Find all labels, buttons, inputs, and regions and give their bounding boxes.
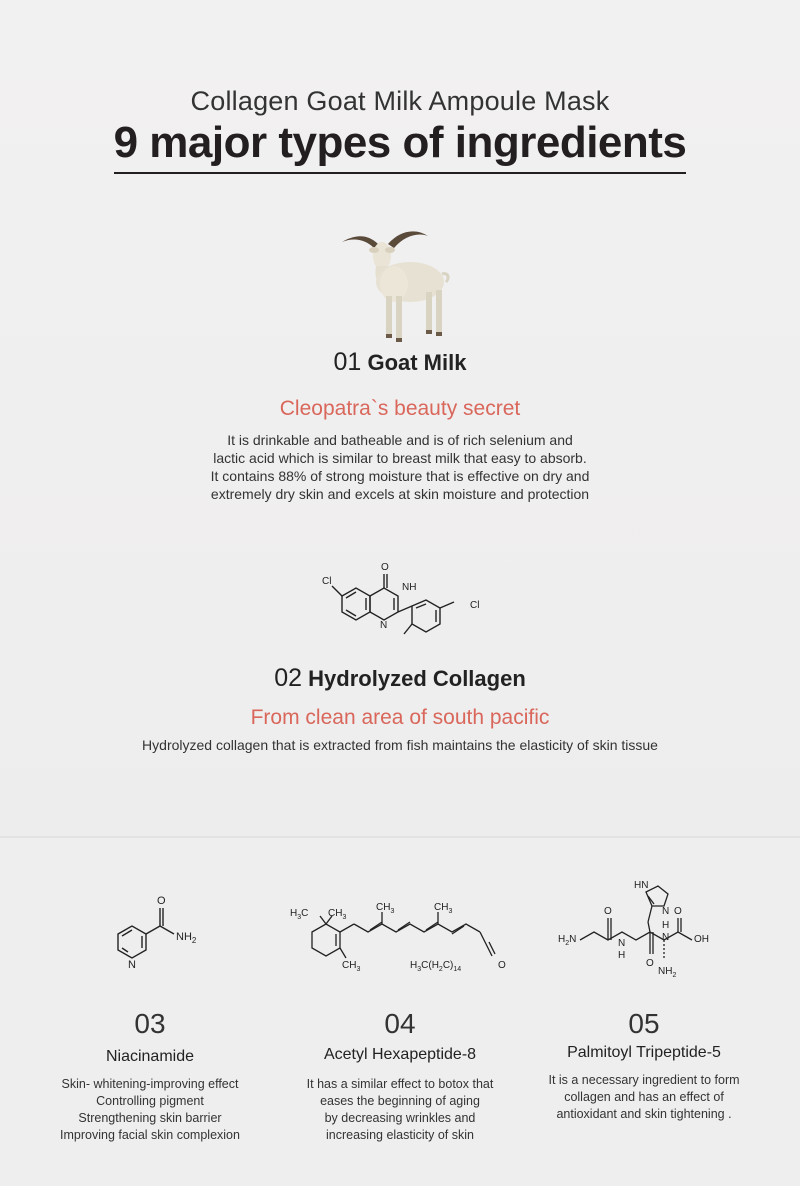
item1-desc-line: extremely dry skin and excels at skin moisture and protection: [210, 486, 590, 502]
item1-tagline: Cleopatra`s beauty secret: [279, 397, 521, 420]
mol1-cl-right-label: Cl: [470, 600, 480, 611]
item2-description: [0, 736, 800, 754]
item3-number: 03: [134, 1008, 166, 1039]
mol4-h3c-label: $H_3C$: [290, 908, 309, 921]
item1-desc-line: lactic acid which is similar to breast milk that easy to absorb.: [213, 450, 587, 466]
mol5-h-label-b: H: [662, 920, 670, 931]
mol5-hn-label: HN: [634, 880, 649, 891]
item2-heading: [0, 664, 800, 693]
item5-number: 05: [628, 1008, 660, 1039]
mol1-n-label: N: [380, 620, 388, 631]
item3-description: [30, 1076, 270, 1144]
item2-name: Hydrolyzed Collagen: [308, 666, 526, 691]
mol5-oxygen-label-c: O: [674, 906, 682, 917]
title-wrap: [0, 118, 800, 174]
goat-icon: [338, 222, 456, 344]
mol5-nh2-label: $NH_2$: [658, 966, 677, 979]
palmitoyl-tripeptide-molecule-icon: [554, 878, 744, 982]
item4-desc-line: increasing elasticity of skin: [326, 1128, 474, 1142]
item2-number: 02: [274, 664, 303, 692]
item4-number: 04: [384, 1008, 416, 1039]
item3-desc-line: Strengthening skin barrier: [78, 1111, 222, 1125]
mol5-h-label-a: H: [618, 950, 626, 961]
mol1-oxygen-label: O: [381, 562, 389, 573]
item2-desc-line: Hydrolyzed collagen that is extracted from fish maintains the elasticity of skin tissue: [142, 737, 658, 753]
mol5-h2n-label: $H_2N$: [558, 934, 577, 947]
mol3-nh2-label: $NH_2$: [176, 931, 197, 945]
item5-description: [526, 1072, 762, 1123]
item5-desc-line: It is a necessary ingredient to form: [548, 1073, 740, 1087]
item5-desc-line: collagen and has an effect of: [564, 1090, 724, 1104]
item3-name: Niacinamide: [105, 1048, 195, 1065]
mol5-oxygen-label-b: O: [646, 958, 654, 969]
item3-desc-line: Controlling pigment: [96, 1094, 204, 1108]
item1-desc-line: It contains 88% of strong moisture that is effective on dry and: [210, 468, 590, 484]
page-title: 9 major types of ingredients: [114, 118, 687, 174]
item2-tagline: From clean area of south pacific: [250, 706, 550, 729]
item1-heading: [0, 348, 800, 377]
mol1-nh-label: NH: [402, 582, 417, 593]
mol4-ch3-label-b: $CH_3$: [376, 902, 395, 915]
mol4-ch3-label-a: $CH_3$: [328, 908, 347, 921]
mol3-oxygen-label: O: [157, 895, 166, 907]
mol5-oxygen-label-a: O: [604, 906, 612, 917]
item1-description: [0, 431, 800, 503]
item4-desc-line: It has a similar effect to botox that: [306, 1077, 494, 1091]
mol4-ch3-label-c: $CH_3$: [434, 902, 453, 915]
item1-name: Goat Milk: [367, 350, 467, 375]
mol5-oh-label: OH: [694, 934, 709, 945]
item5-desc-line: antioxidant and skin tightening .: [556, 1107, 732, 1121]
mol4-tail-label: $H_3C(H_2C)_{14}$: [410, 960, 462, 973]
niacinamide-molecule-icon: [98, 890, 218, 976]
acetyl-hexapeptide-molecule-icon: [286, 902, 518, 974]
mol5-n-label-b: N: [662, 932, 670, 943]
item1-desc-line: It is drinkable and batheable and is of rich selenium and: [227, 432, 573, 448]
mol3-n-label: N: [128, 959, 136, 971]
mol5-n-label-a: N: [618, 938, 626, 949]
item3-desc-line: Improving facial skin complexion: [60, 1128, 240, 1142]
item1-number: 01: [333, 348, 362, 376]
bottom-section: [0, 836, 800, 1186]
mol5-n-label-ring: N: [662, 906, 670, 917]
item4-desc-line: by decreasing wrinkles and: [324, 1111, 476, 1125]
page-subtitle: Collagen Goat Milk Ampoule Mask: [190, 86, 610, 116]
item3-desc-line: Skin- whitening-improving effect: [61, 1077, 239, 1091]
mol4-oxygen-label: O: [498, 960, 506, 971]
item4-description: [280, 1076, 520, 1144]
hydrolyzed-collagen-molecule-icon: [308, 556, 498, 642]
item4-desc-line: eases the beginning of aging: [320, 1094, 480, 1108]
item5-name: Palmitoyl Tripeptide-5: [567, 1044, 721, 1061]
mol4-ch3-label-d: $CH_3$: [342, 960, 361, 973]
mol1-cl-left-label: Cl: [322, 576, 332, 587]
item4-name: Acetyl Hexapeptide-8: [323, 1046, 477, 1063]
